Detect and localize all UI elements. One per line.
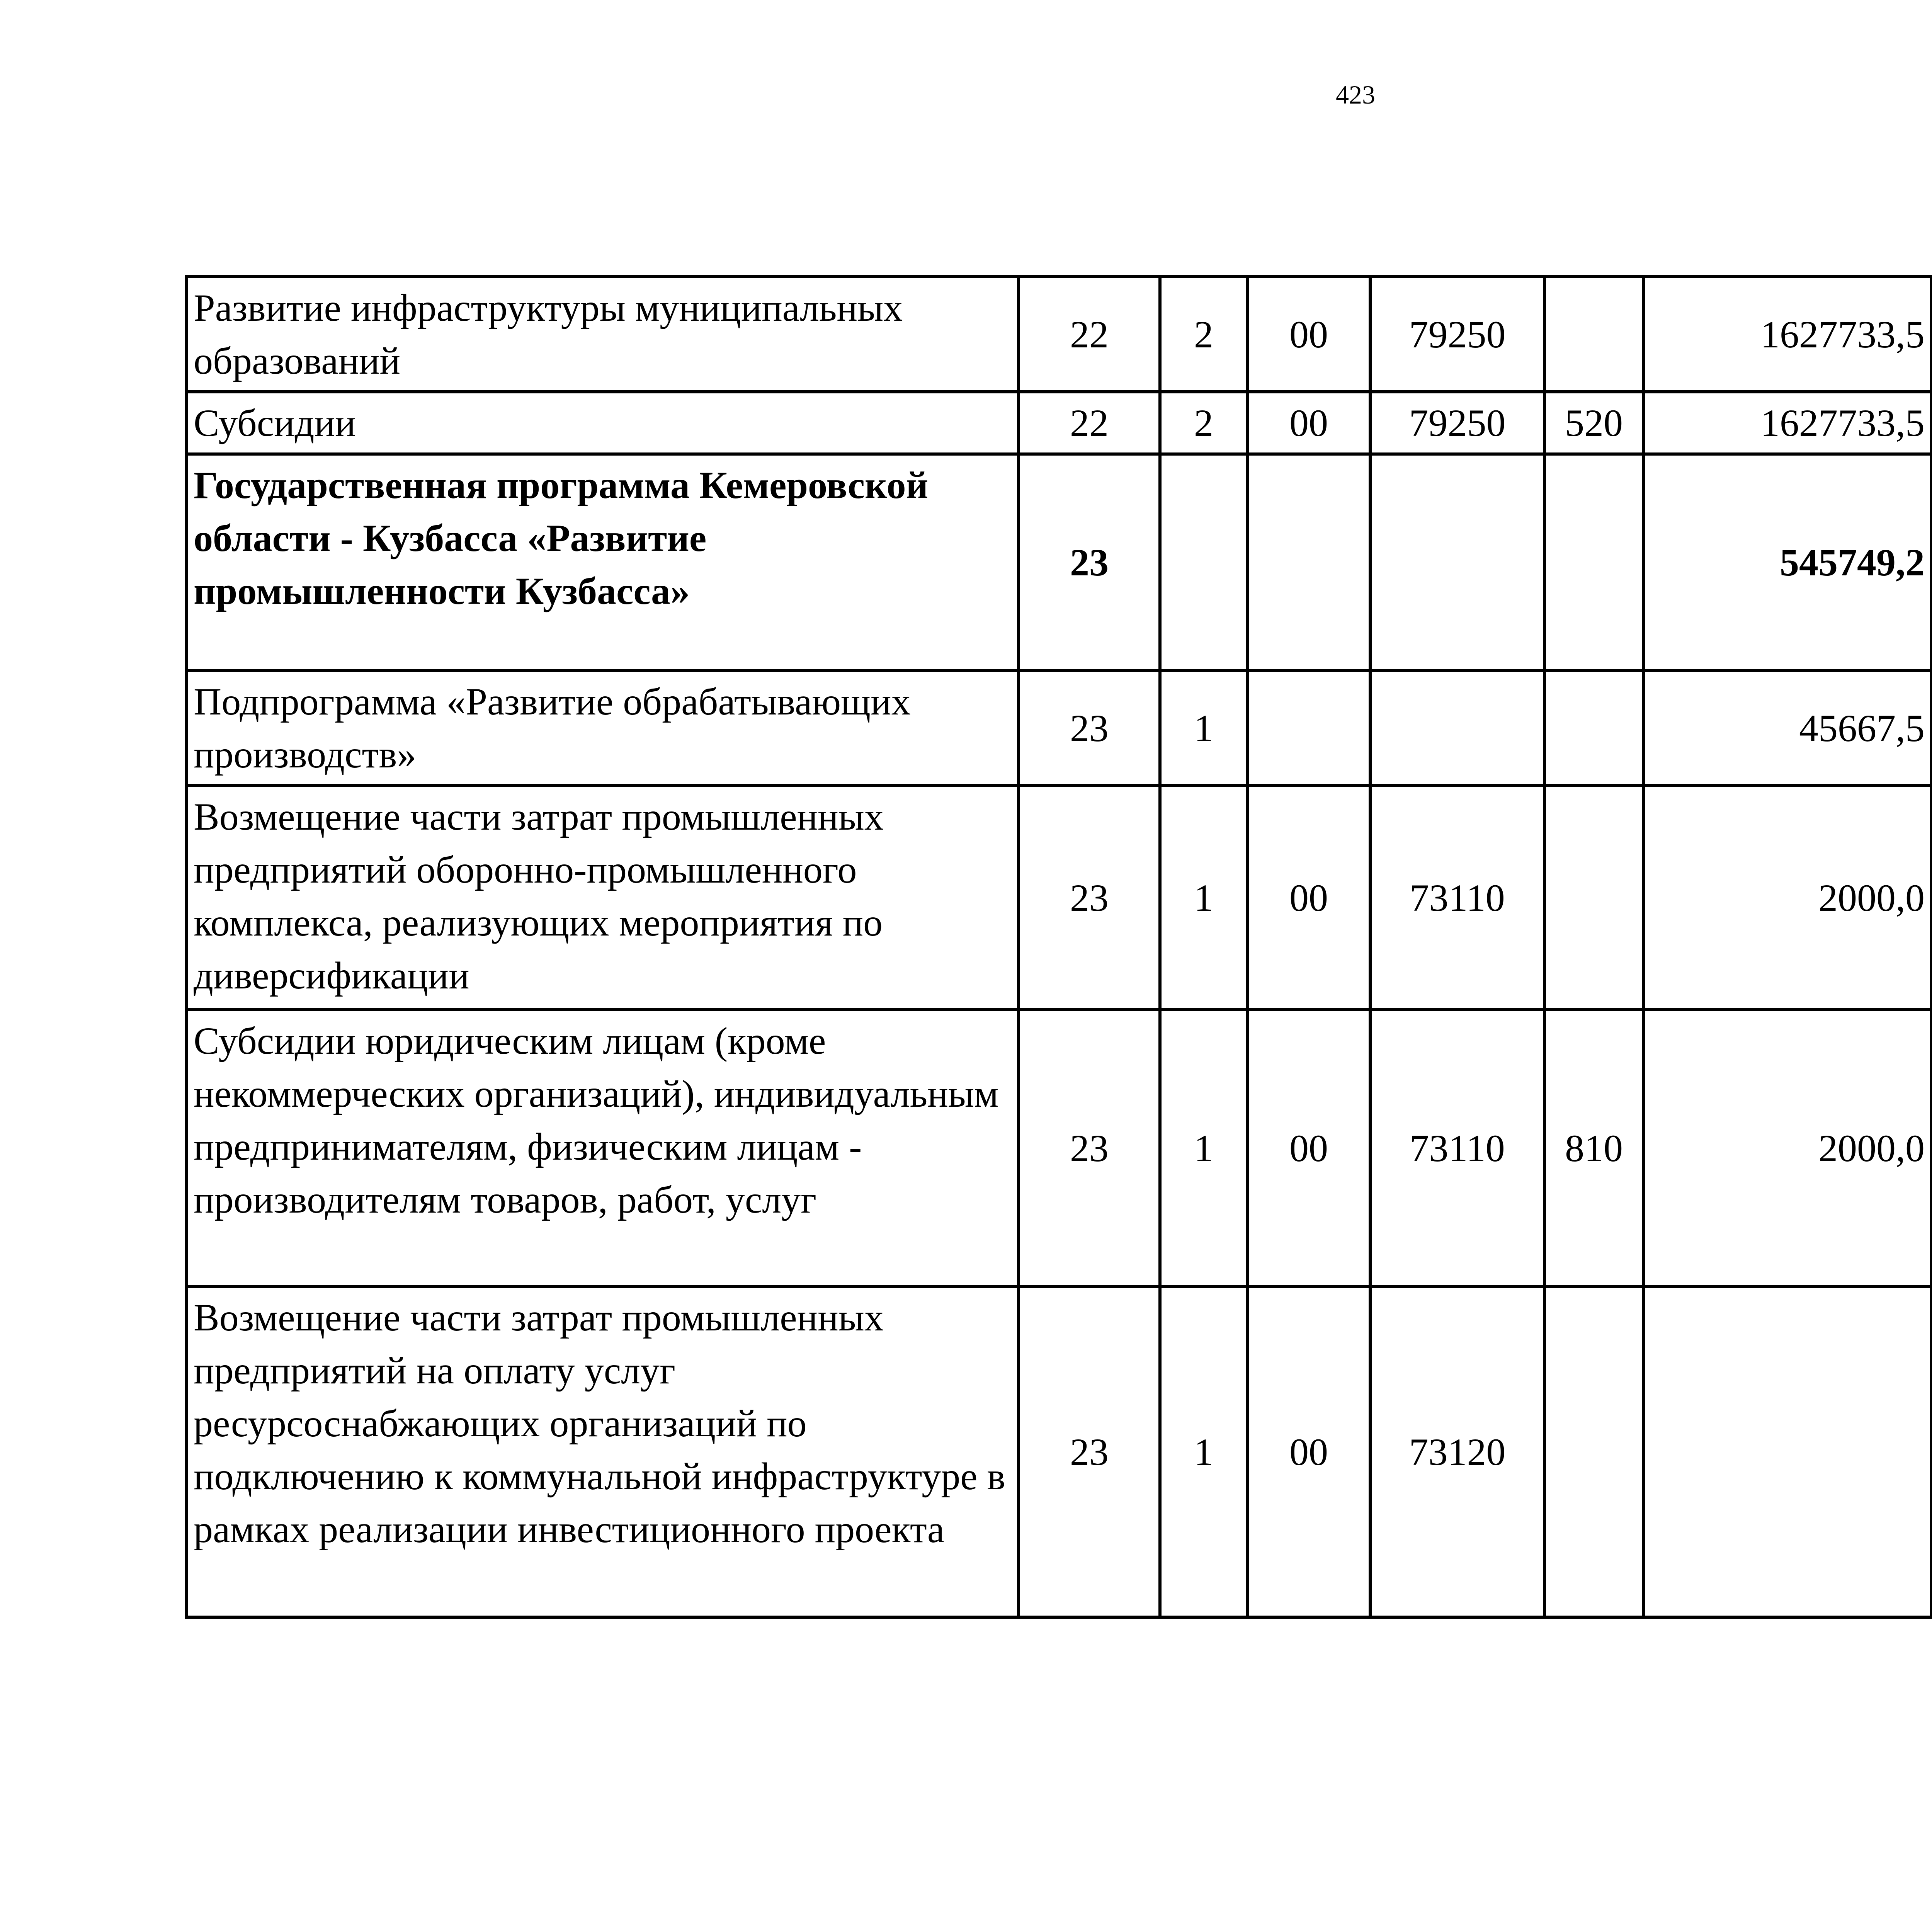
expense-type-code <box>1544 277 1643 392</box>
event-code: 00 <box>1247 1010 1370 1286</box>
table-row <box>187 277 1932 392</box>
expense-type-code <box>1544 786 1643 1010</box>
expense-type-code <box>1544 670 1643 786</box>
event-code: 00 <box>1247 392 1370 454</box>
event-code: 00 <box>1247 277 1370 392</box>
subprogram-code: 2 <box>1160 392 1247 454</box>
expense-direction-code: 79250 <box>1370 392 1544 454</box>
subprogram-code: 1 <box>1160 1010 1247 1286</box>
amount-1: 2000,0 <box>1643 1010 1932 1286</box>
event-code: 00 <box>1247 1286 1370 1617</box>
budget-table <box>185 275 1932 1619</box>
row-name: Субсидии <box>187 392 1019 454</box>
row-name: Развитие инфраструктуры муниципальных образований <box>187 277 1019 392</box>
subprogram-code: 1 <box>1160 1286 1247 1617</box>
subprogram-code: 2 <box>1160 277 1247 392</box>
expense-direction-code <box>1370 454 1544 670</box>
row-name: Государственная программа Кемеровской области - Кузбасса «Развитие промышленности Кузбасса» <box>187 454 1019 670</box>
table-row <box>187 1286 1932 1617</box>
table-row <box>187 670 1932 786</box>
table-row <box>187 454 1932 670</box>
row-name: Возмещение части затрат промышленных предприятий оборонно-промышленного комплекса, реализующих мероприятия по диверсификации <box>187 786 1019 1010</box>
row-name: Субсидии юридическим лицам (кроме некоммерческих организаций), индивидуальным предпринимателям, физическим лицам - производителям товаров, работ, услуг <box>187 1010 1019 1286</box>
subprogram-code: 1 <box>1160 670 1247 786</box>
table-row <box>187 786 1932 1010</box>
expense-type-code <box>1544 454 1643 670</box>
expense-direction-code: 73110 <box>1370 786 1544 1010</box>
amount-1 <box>1643 1286 1932 1617</box>
amount-1: 1627733,5 <box>1643 277 1932 392</box>
amount-1: 45667,5 <box>1643 670 1932 786</box>
subprogram-code: 1 <box>1160 786 1247 1010</box>
event-code <box>1247 670 1370 786</box>
event-code: 00 <box>1247 786 1370 1010</box>
row-name: Подпрограмма «Развитие обрабатывающих производств» <box>187 670 1019 786</box>
amount-1: 545749,2 <box>1643 454 1932 670</box>
program-code: 23 <box>1019 670 1160 786</box>
program-code: 23 <box>1019 786 1160 1010</box>
expense-type-code: 810 <box>1544 1010 1643 1286</box>
program-code: 23 <box>1019 454 1160 670</box>
program-code: 22 <box>1019 392 1160 454</box>
subprogram-code <box>1160 454 1247 670</box>
expense-direction-code: 73110 <box>1370 1010 1544 1286</box>
row-name: Возмещение части затрат промышленных предприятий на оплату услуг ресурсоснабжающих организаций по подключению к коммунальной инфраструктуре в рамках реализации инвестиционного проекта <box>187 1286 1019 1617</box>
table-row <box>187 1010 1932 1286</box>
page-number: 423 <box>1336 80 1375 109</box>
table-row <box>187 392 1932 454</box>
program-code: 23 <box>1019 1286 1160 1617</box>
amount-1: 1627733,5 <box>1643 392 1932 454</box>
expense-direction-code: 73120 <box>1370 1286 1544 1617</box>
program-code: 22 <box>1019 277 1160 392</box>
program-code: 23 <box>1019 1010 1160 1286</box>
expense-direction-code: 79250 <box>1370 277 1544 392</box>
amount-1: 2000,0 <box>1643 786 1932 1010</box>
event-code <box>1247 454 1370 670</box>
expense-direction-code <box>1370 670 1544 786</box>
expense-type-code: 520 <box>1544 392 1643 454</box>
expense-type-code <box>1544 1286 1643 1617</box>
